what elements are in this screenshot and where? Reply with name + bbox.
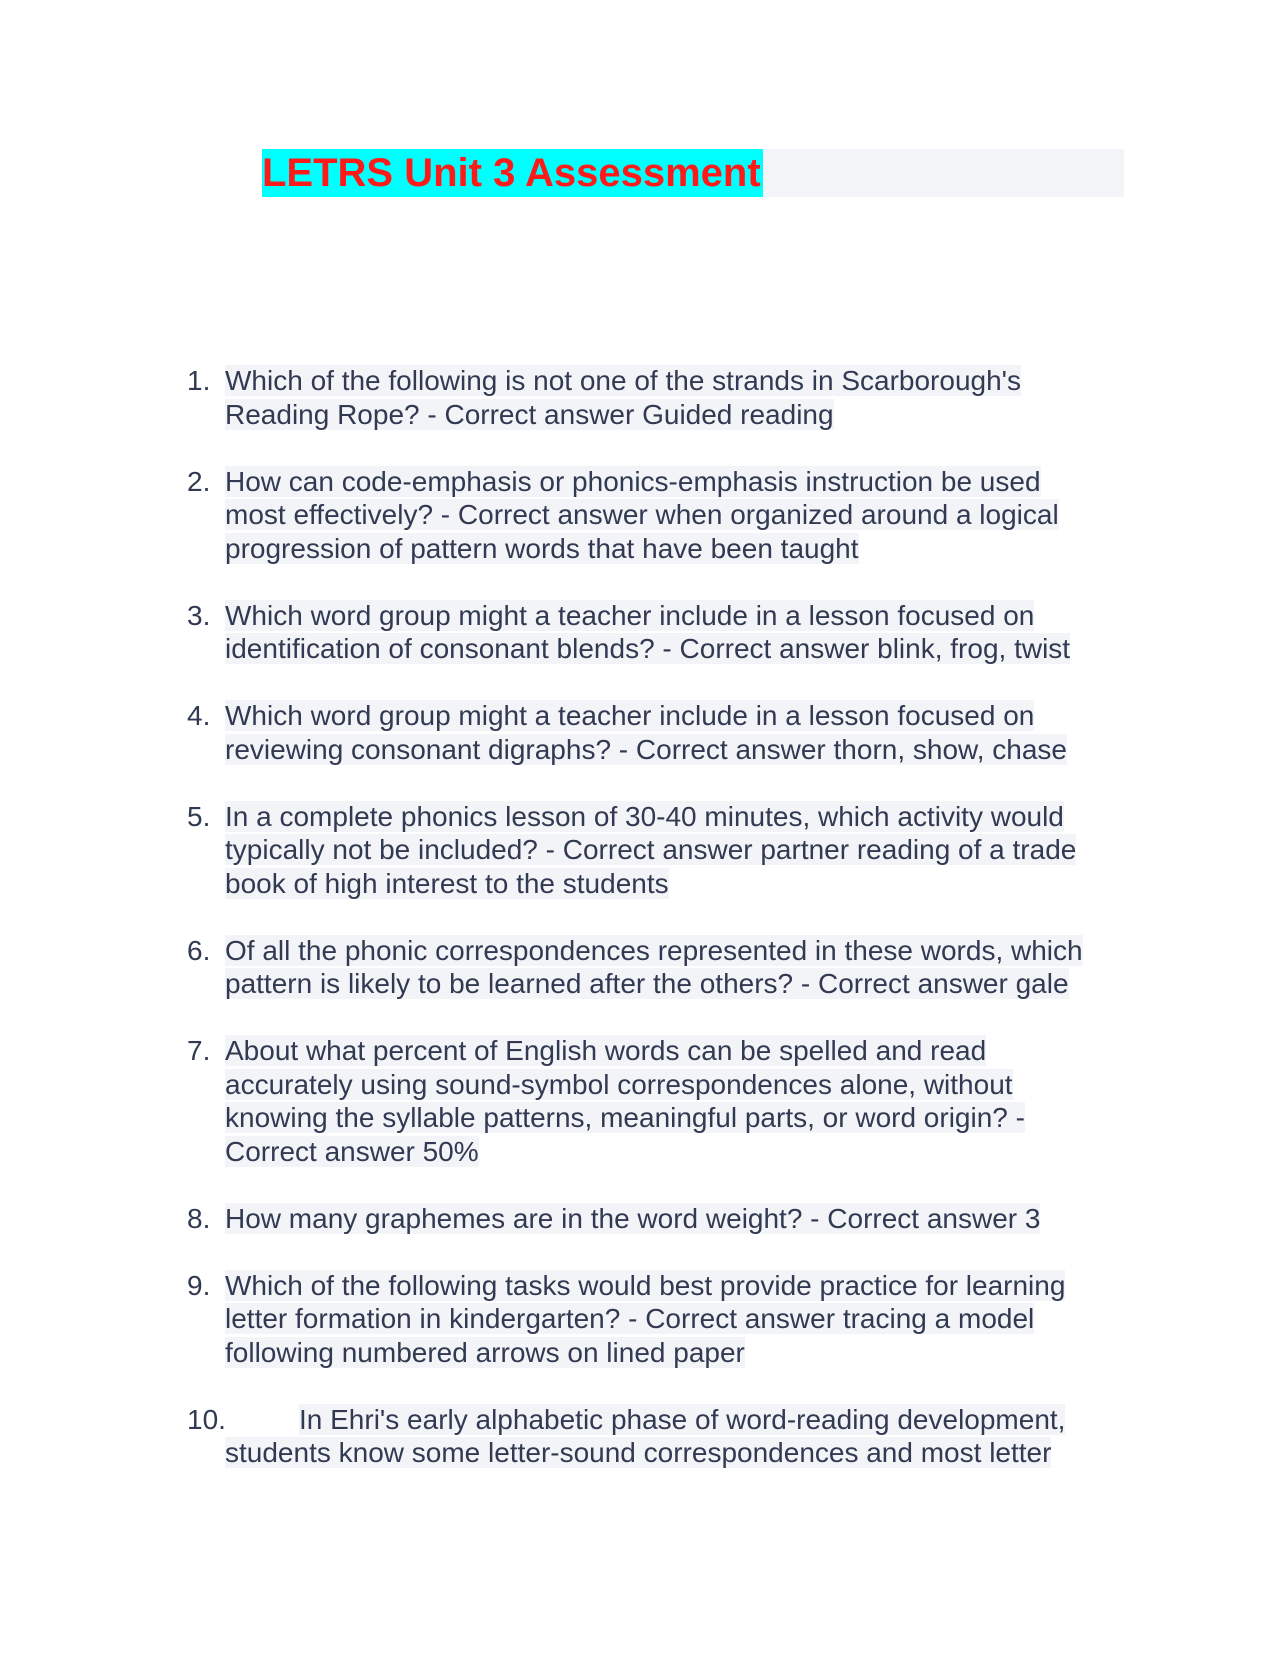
question-number: 7. [187,1035,211,1066]
question-line: Correct answer 50% [225,1135,479,1167]
question-line: students know some letter-sound correspondences and most letter [225,1437,1052,1468]
question-line: Which word group might a teacher include in a lesson focused on [225,599,1035,631]
question-text [225,699,1124,766]
question-text [225,599,1124,666]
question-line: Of all the phonic correspondences represented in these words, which [225,934,1083,966]
question-line: identification of consonant blends? - Correct answer blink, frog, twist [225,633,1071,664]
question-line: letter formation in kindergarten? - Correct answer tracing a model [225,1303,1035,1334]
question-item [184,364,1124,431]
question-line: How can code-emphasis or phonics-emphasis instruction be used [225,465,1041,497]
question-number: 8. [187,1202,211,1234]
question-item [184,1034,1124,1168]
question-text [225,465,1124,566]
document-title: LETRS Unit 3 Assessment [262,151,761,195]
question-number: 5. [187,800,211,832]
question-number: 3. [187,599,211,631]
question-line: In a complete phonics lesson of 30-40 minutes, which activity would [225,800,1064,832]
question-line: Which word group might a teacher include in a lesson focused on [225,700,1035,731]
question-text [225,1403,1124,1470]
question-line: most effectively? - Correct answer when organized around a logical [225,499,1059,530]
question-text [225,1269,1124,1370]
question-line: knowing the syllable patterns, meaningful parts, or word origin? - [225,1102,1025,1133]
question-text [225,364,1124,431]
question-item [184,699,1124,766]
question-line: progression of pattern words that have been taught [225,532,859,564]
question-line: book of high interest to the students [225,867,669,899]
question-number: 4. [187,700,211,731]
question-line: Reading Rope? - Correct answer Guided reading [225,398,834,430]
question-line: Which of the following is not one of the strands in Scarborough's [225,365,1022,396]
question-list [184,364,1124,1503]
question-item [184,599,1124,666]
question-number: 9. [187,1269,211,1301]
question-line: accurately using sound-symbol correspondences alone, without [225,1068,1013,1100]
question-item [184,1269,1124,1370]
question-line: pattern is likely to be learned after the others? - Correct answer gale [225,968,1069,999]
question-item [184,934,1124,1001]
question-line: Which of the following tasks would best provide practice for learning [225,1269,1066,1301]
question-line: About what percent of English words can be spelled and read [225,1035,987,1066]
question-line: typically not be included? - Correct answer partner reading of a trade [225,834,1077,865]
question-text [225,1034,1124,1168]
question-number: 2. [187,465,211,497]
question-item [184,465,1124,566]
question-line: reviewing consonant digraphs? - Correct answer thorn, show, chase [225,733,1067,765]
question-line: In Ehri's early alphabetic phase of word-reading development, [299,1403,1066,1435]
question-item [184,800,1124,901]
question-item [184,1403,1124,1470]
question-number: 1. [187,365,211,396]
question-line: How many graphemes are in the word weight? - Correct answer 3 [225,1202,1041,1234]
question-text [225,934,1124,1001]
question-number: 6. [187,934,211,966]
question-number: 10. [187,1403,226,1435]
question-line: following numbered arrows on lined paper [225,1336,745,1368]
question-item [184,1202,1124,1236]
question-text [225,1202,1124,1236]
question-text [225,800,1124,901]
